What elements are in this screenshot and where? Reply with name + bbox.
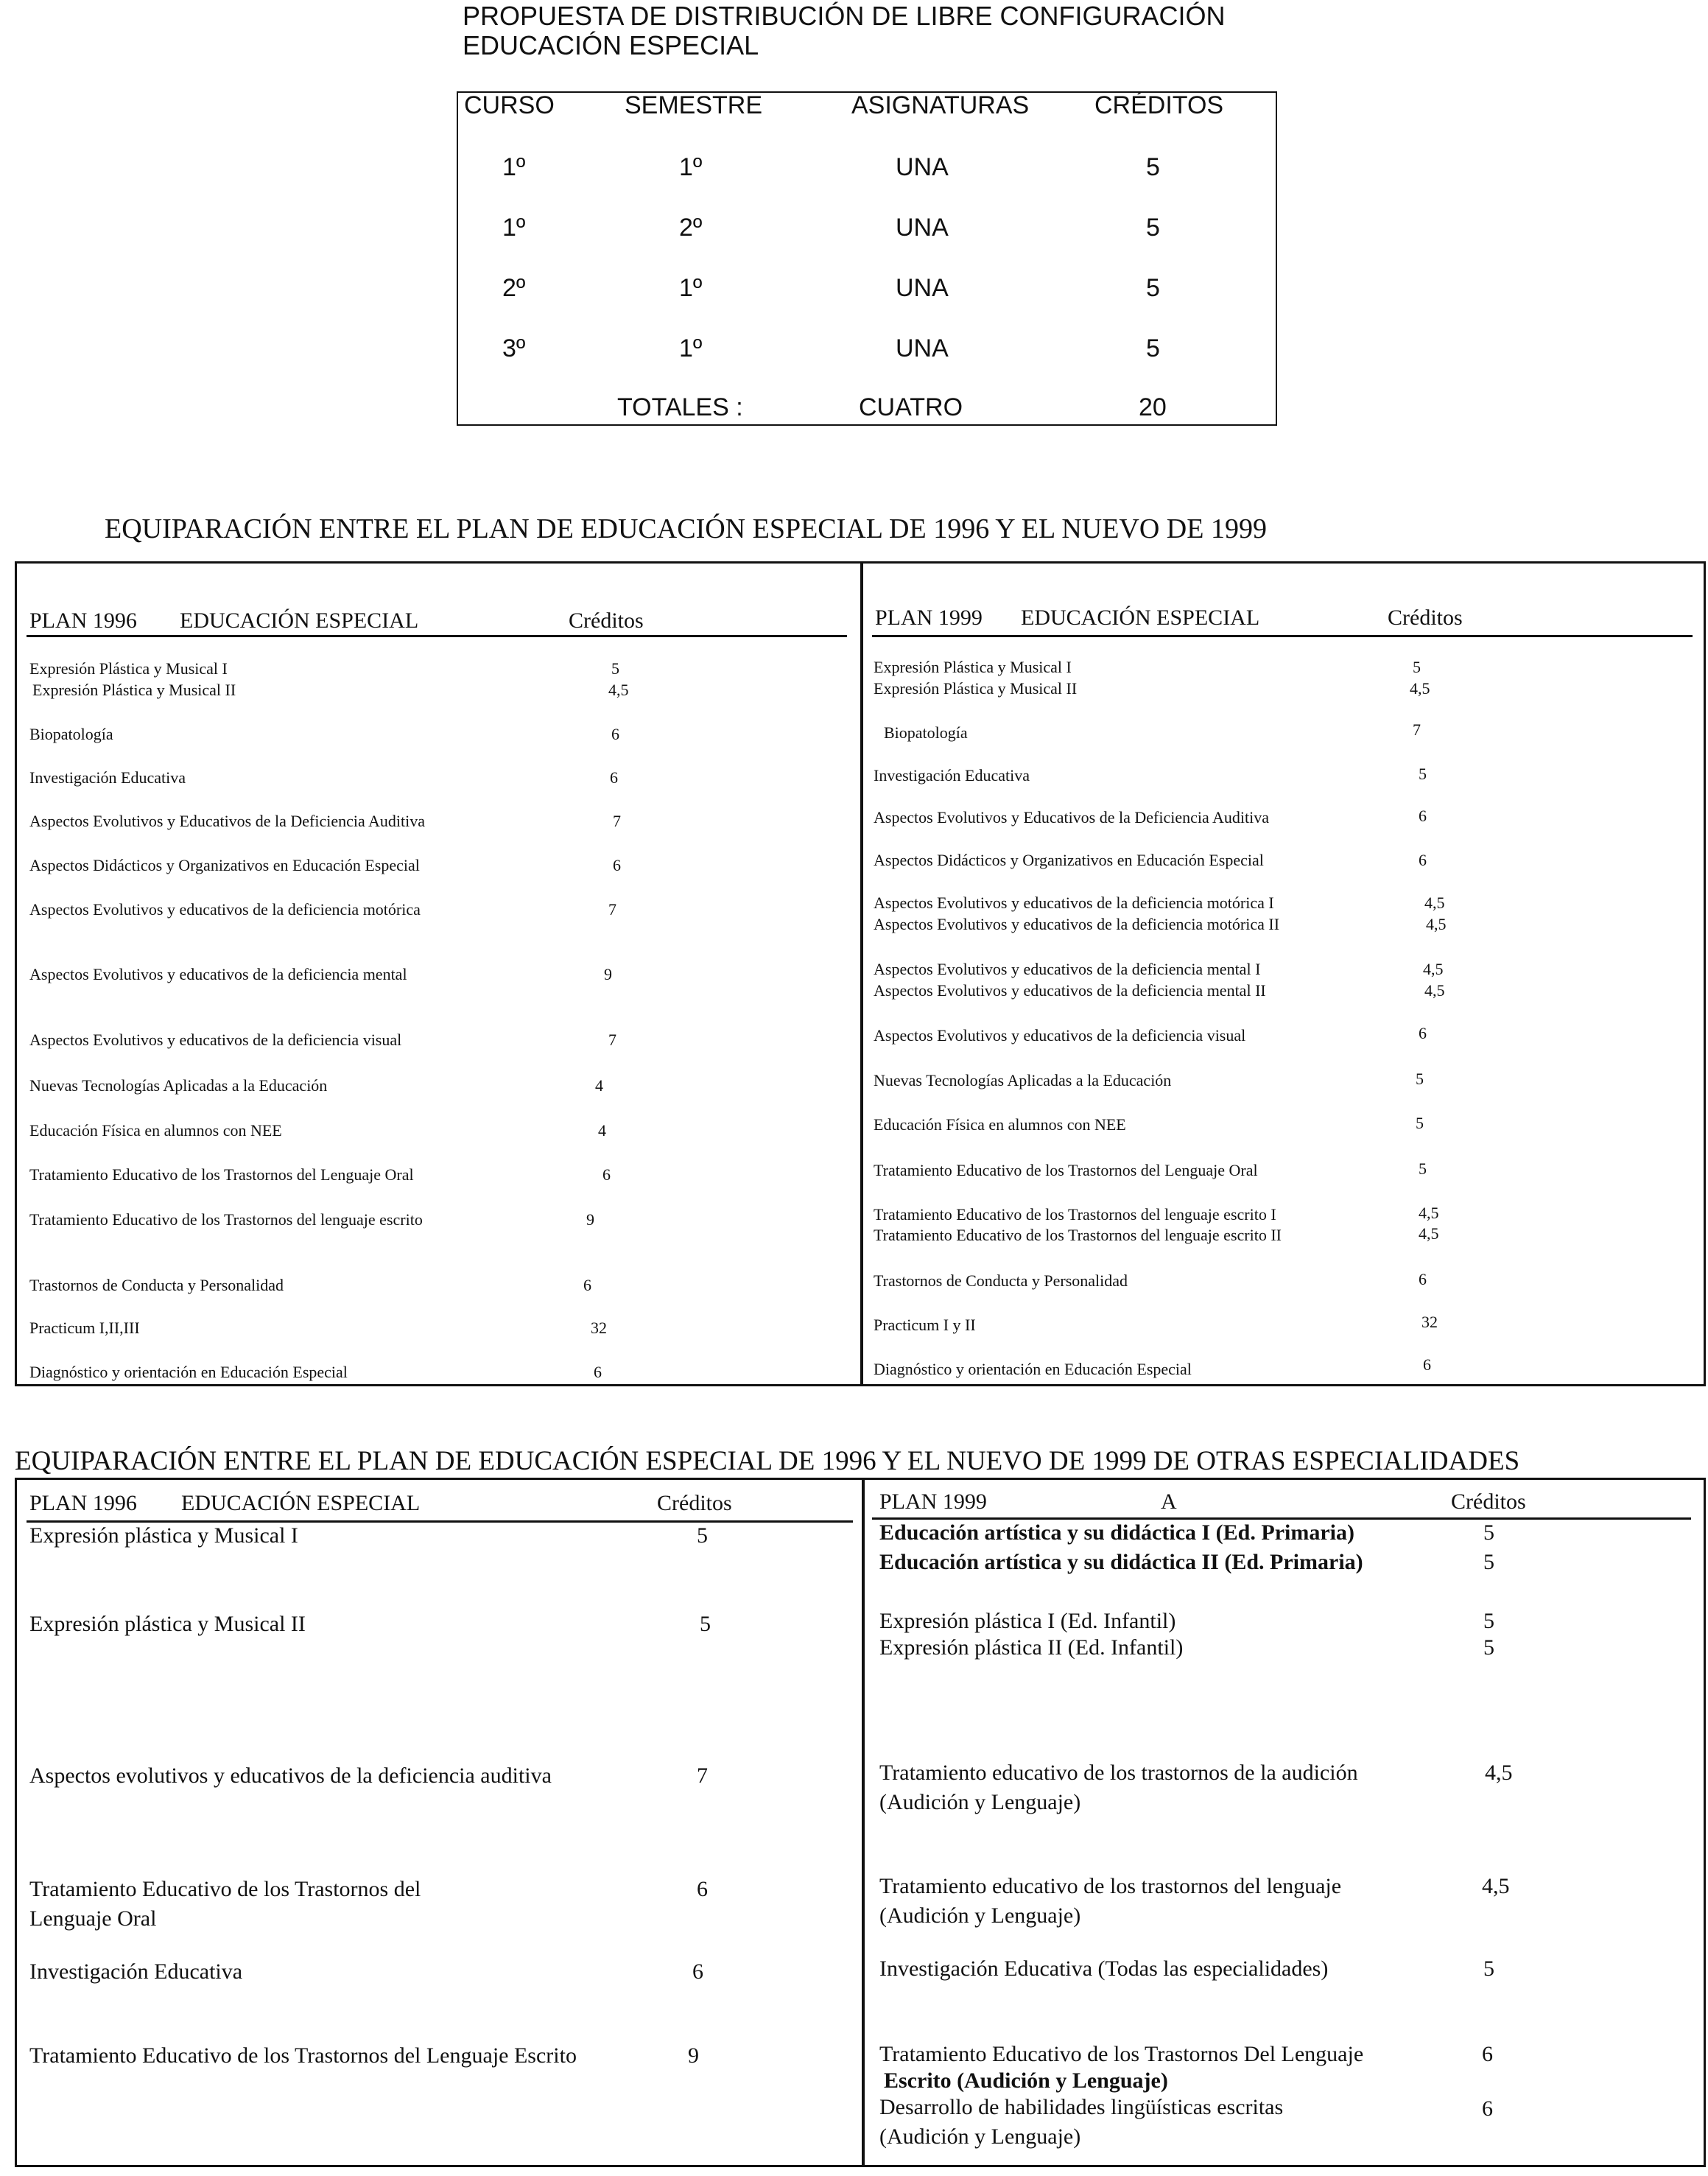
- equiv1-left-subject: Diagnóstico y orientación en Educación Especial: [29, 1363, 348, 1381]
- equiv2-right-credit: 5: [1483, 1609, 1494, 1633]
- equiv1-left-credit: 4,5: [608, 681, 629, 699]
- equiv1-left-credits: Créditos: [569, 608, 644, 633]
- equiv1-right-credit: 4,5: [1426, 915, 1447, 933]
- equiv1-right-credit: 4,5: [1424, 981, 1445, 1000]
- equiv2-left-credit: 6: [692, 1959, 703, 1984]
- proposal-cell: 2º: [502, 274, 526, 302]
- proposal-header-semestre: SEMESTRE: [625, 91, 763, 119]
- equiv2-left-subject: Tratamiento Educativo de los Trastornos del Lenguaje Escrito: [29, 2043, 577, 2068]
- equiv2-right-subject-cont: (Audición y Lenguaje): [879, 2124, 1081, 2149]
- equiv1-right-credit: 6: [1423, 1355, 1431, 1374]
- proposal-cell: 1º: [502, 214, 526, 242]
- equiv2-right-credit: 6: [1482, 2096, 1493, 2121]
- equiv2-right-credit: 5: [1483, 1520, 1494, 1545]
- equiv1-right-credit: 7: [1413, 720, 1421, 739]
- equiv2-right-credit: 5: [1483, 1956, 1494, 1981]
- equiv1-left-subject: Tratamiento Educativo de los Trastornos del Lenguaje Oral: [29, 1165, 414, 1184]
- equiv1-right-credit: 5: [1413, 658, 1421, 676]
- equiv1-right-subject: Practicum I y II: [874, 1316, 976, 1334]
- equiv2-right-subject: Tratamiento educativo de los trastornos de la audición: [879, 1761, 1358, 1785]
- equiv2-right-header-rule: [872, 1517, 1691, 1520]
- equiv1-left-credit: 6: [594, 1363, 602, 1381]
- proposal-cell: 1º: [679, 153, 703, 181]
- equiv1-right-credit: 6: [1419, 1270, 1427, 1288]
- equiv1-left-credit: 4: [595, 1076, 603, 1095]
- equiv1-left-subject: Aspectos Didácticos y Organizativos en Educación Especial: [29, 856, 420, 874]
- equiv2-column-divider: [862, 1478, 865, 2167]
- proposal-cell: 5: [1146, 214, 1160, 242]
- equiv2-right-subject: Educación artística y su didáctica I (Ed. Primaria): [879, 1520, 1354, 1545]
- equiv1-right-credit: 6: [1419, 1024, 1427, 1042]
- equiv2-left-subject: Aspectos evolutivos y educativos de la deficiencia auditiva: [29, 1763, 552, 1788]
- equiv2-right-subject: Expresión plástica II (Ed. Infantil): [879, 1635, 1184, 1660]
- equiv1-right-credit: 4,5: [1410, 679, 1430, 698]
- proposal-cell: 3º: [502, 334, 526, 362]
- equiv1-right-subject: Tratamiento Educativo de los Trastornos del lenguaje escrito I: [874, 1205, 1276, 1224]
- proposal-table: [457, 91, 1277, 426]
- equiv2-heading: EQUIPARACIÓN ENTRE EL PLAN DE EDUCACIÓN ESPECIAL DE 1996 Y EL NUEVO DE 1999 DE OTRAS ESPECIALIDADES: [15, 1446, 1520, 1476]
- equiv1-right-credit: 6: [1419, 807, 1427, 825]
- equiv2-left-credit: 7: [697, 1763, 708, 1788]
- equiv2-right-subject-cont: Escrito (Audición y Lenguaje): [884, 2068, 1168, 2093]
- equiv2-right-subject: Investigación Educativa (Todas las especialidades): [879, 1956, 1329, 1981]
- equiv1-right-subject: Educación Física en alumnos con NEE: [874, 1115, 1126, 1134]
- equiv1-right-subject: Aspectos Didácticos y Organizativos en Educación Especial: [874, 851, 1264, 869]
- equiv2-left-subject: Expresión plástica y Musical I: [29, 1523, 298, 1548]
- equiv1-right-credit: 5: [1416, 1070, 1424, 1088]
- equiv1-left-header-rule: [27, 635, 847, 637]
- proposal-cell: UNA: [896, 214, 949, 242]
- equiv1-right-subject: Aspectos Evolutivos y educativos de la deficiencia mental I: [874, 960, 1261, 978]
- equiv1-left-credit: 9: [604, 965, 612, 983]
- equiv1-left-subject: Aspectos Evolutivos y educativos de la deficiencia mental: [29, 965, 407, 983]
- equiv1-left-subject: Investigación Educativa: [29, 768, 186, 787]
- equiv2-left-credits: Créditos: [657, 1491, 732, 1515]
- proposal-cell: UNA: [896, 334, 949, 362]
- equiv1-left-credit: 6: [613, 856, 621, 874]
- equiv1-left-subject: Aspectos Evolutivos y Educativos de la Deficiencia Auditiva: [29, 812, 426, 830]
- equiv1-left-plan: PLAN 1996: [29, 608, 137, 633]
- equiv2-right-plan: PLAN 1999: [879, 1489, 987, 1514]
- equiv1-left-subject: Educación Física en alumnos con NEE: [29, 1121, 282, 1140]
- equiv1-right-subject: Aspectos Evolutivos y Educativos de la Deficiencia Auditiva: [874, 808, 1270, 826]
- equiv2-right-credits: Créditos: [1451, 1489, 1526, 1514]
- proposal-cell: 1º: [679, 334, 703, 362]
- proposal-cell: 1º: [679, 274, 703, 302]
- equiv1-right-spec: EDUCACIÓN ESPECIAL: [1021, 606, 1260, 630]
- proposal-cell: 5: [1146, 334, 1160, 362]
- equiv2-right-subject-cont: (Audición y Lenguaje): [879, 1903, 1081, 1928]
- equiv2-left-credit: 5: [700, 1612, 711, 1636]
- equiv1-left-credit: 6: [602, 1165, 611, 1184]
- equiv2-left-credit: 9: [688, 2043, 699, 2068]
- equiv1-right-subject: Trastornos de Conducta y Personalidad: [874, 1271, 1128, 1290]
- equiv2-right-subject: Tratamiento Educativo de los Trastornos Del Lenguaje: [879, 2042, 1364, 2066]
- equiv1-right-credit: 5: [1416, 1114, 1424, 1132]
- equiv1-right-subject: Diagnóstico y orientación en Educación Especial: [874, 1360, 1192, 1378]
- equiv1-left-subject: Aspectos Evolutivos y educativos de la deficiencia visual: [29, 1031, 402, 1049]
- proposal-header-curso: CURSO: [464, 91, 555, 119]
- equiv1-right-credit: 32: [1421, 1313, 1438, 1331]
- proposal-title: PROPUESTA DE DISTRIBUCIÓN DE LIBRE CONFIGURACIÓN: [463, 1, 1226, 31]
- equiv2-left-credit: 6: [697, 1877, 708, 1901]
- equiv1-right-subject: Biopatología: [884, 723, 968, 742]
- equiv1-right-credit: 6: [1419, 851, 1427, 869]
- proposal-header-asignaturas: ASIGNATURAS: [851, 91, 1030, 119]
- equiv2-left-header-rule: [27, 1520, 853, 1523]
- equiv1-right-subject: Aspectos Evolutivos y educativos de la deficiencia mental II: [874, 981, 1266, 1000]
- equiv2-right-subject: Educación artística y su didáctica II (Ed. Primaria): [879, 1550, 1363, 1574]
- equiv2-right-subject: Expresión plástica I (Ed. Infantil): [879, 1609, 1176, 1633]
- equiv1-right-credit: 4,5: [1423, 960, 1444, 978]
- proposal-totals-label: TOTALES :: [617, 393, 743, 421]
- equiv2-left-plan: PLAN 1996: [29, 1491, 137, 1515]
- equiv1-left-subject: Expresión Plástica y Musical II: [32, 681, 236, 699]
- equiv1-right-header-rule: [872, 635, 1693, 637]
- equiv2-left-spec: EDUCACIÓN ESPECIAL: [181, 1491, 421, 1515]
- equiv1-left-credit: 6: [611, 725, 619, 743]
- equiv2-left-subject: Investigación Educativa: [29, 1959, 243, 1984]
- proposal-cell: 2º: [679, 214, 703, 242]
- equiv1-right-plan: PLAN 1999: [875, 606, 983, 630]
- equiv1-left-credit: 6: [583, 1276, 591, 1294]
- equiv1-left-credit: 32: [591, 1319, 607, 1337]
- equiv1-right-credit: 5: [1419, 1159, 1427, 1178]
- equiv1-column-divider: [860, 561, 863, 1386]
- equiv1-left-subject: Biopatología: [29, 725, 113, 743]
- equiv1-right-credit: 5: [1419, 765, 1427, 783]
- equiv1-left-credit: 6: [610, 768, 618, 787]
- equiv2-right-credit: 5: [1483, 1550, 1494, 1574]
- equiv1-left-subject: Expresión Plástica y Musical I: [29, 659, 228, 678]
- proposal-totals-credits: 20: [1139, 393, 1167, 421]
- equiv2-right-credit: 4,5: [1485, 1761, 1513, 1785]
- equiv1-right-subject: Expresión Plástica y Musical I: [874, 658, 1072, 676]
- equiv1-left-subject: Practicum I,II,III: [29, 1319, 140, 1337]
- equiv1-left-subject: Nuevas Tecnologías Aplicadas a la Educación: [29, 1076, 328, 1095]
- equiv2-left-credit: 5: [697, 1523, 708, 1548]
- equiv1-left-subject: Aspectos Evolutivos y educativos de la deficiencia motórica: [29, 900, 421, 919]
- equiv1-left-credit: 7: [608, 900, 616, 919]
- equiv1-left-subject: Tratamiento Educativo de los Trastornos del lenguaje escrito: [29, 1210, 423, 1229]
- equiv2-right-subject: Desarrollo de habilidades lingüísticas escritas: [879, 2095, 1284, 2119]
- equiv1-right-subject: Expresión Plástica y Musical II: [874, 679, 1078, 698]
- equiv1-right-credit: 4,5: [1419, 1224, 1439, 1243]
- equiv1-right-subject: Nuevas Tecnologías Aplicadas a la Educación: [874, 1071, 1172, 1089]
- proposal-cell: 5: [1146, 153, 1160, 181]
- equiv1-right-subject: Aspectos Evolutivos y educativos de la deficiencia motórica I: [874, 894, 1274, 912]
- equiv1-right-credit: 4,5: [1424, 894, 1445, 912]
- equiv1-left-credit: 7: [608, 1031, 616, 1049]
- proposal-header-creditos: CRÉDITOS: [1094, 91, 1224, 119]
- equiv2-right-credit: 5: [1483, 1635, 1494, 1660]
- equiv1-right-credits: Créditos: [1388, 606, 1463, 630]
- equiv1-right-subject: Tratamiento Educativo de los Trastornos del lenguaje escrito II: [874, 1226, 1282, 1244]
- equiv1-right-subject: Aspectos Evolutivos y educativos de la deficiencia visual: [874, 1026, 1246, 1045]
- equiv2-left-subject-cont: Lenguaje Oral: [29, 1906, 157, 1931]
- equiv1-left-subject: Trastornos de Conducta y Personalidad: [29, 1276, 284, 1294]
- equiv1-left-spec: EDUCACIÓN ESPECIAL: [180, 608, 419, 633]
- proposal-subtitle: EDUCACIÓN ESPECIAL: [463, 30, 759, 60]
- equiv2-right-credit: 4,5: [1482, 1874, 1510, 1898]
- equiv1-heading: EQUIPARACIÓN ENTRE EL PLAN DE EDUCACIÓN ESPECIAL DE 1996 Y EL NUEVO DE 1999: [105, 513, 1267, 544]
- equiv1-right-subject: Investigación Educativa: [874, 766, 1030, 785]
- equiv1-left-credit: 9: [586, 1210, 594, 1229]
- proposal-cell: UNA: [896, 274, 949, 302]
- proposal-cell: UNA: [896, 153, 949, 181]
- proposal-cell: 1º: [502, 153, 526, 181]
- equiv2-right-subject: Tratamiento educativo de los trastornos del lenguaje: [879, 1874, 1342, 1898]
- equiv1-left-credit: 7: [613, 812, 621, 830]
- equiv2-left-subject: Expresión plástica y Musical II: [29, 1612, 306, 1636]
- equiv1-left-credit: 5: [611, 659, 619, 678]
- equiv2-right-spec: A: [1161, 1489, 1177, 1514]
- equiv1-right-credit: 4,5: [1419, 1204, 1439, 1222]
- proposal-cell: 5: [1146, 274, 1160, 302]
- proposal-totals-subjects: CUATRO: [859, 393, 963, 421]
- equiv1-right-subject: Aspectos Evolutivos y educativos de la deficiencia motórica II: [874, 915, 1280, 933]
- equiv1-left-credit: 4: [598, 1121, 606, 1140]
- equiv1-right-subject: Tratamiento Educativo de los Trastornos del Lenguaje Oral: [874, 1161, 1258, 1179]
- equiv2-right-subject-cont: (Audición y Lenguaje): [879, 1790, 1081, 1814]
- equiv2-left-subject: Tratamiento Educativo de los Trastornos del: [29, 1877, 421, 1901]
- equiv2-right-credit: 6: [1482, 2042, 1493, 2066]
